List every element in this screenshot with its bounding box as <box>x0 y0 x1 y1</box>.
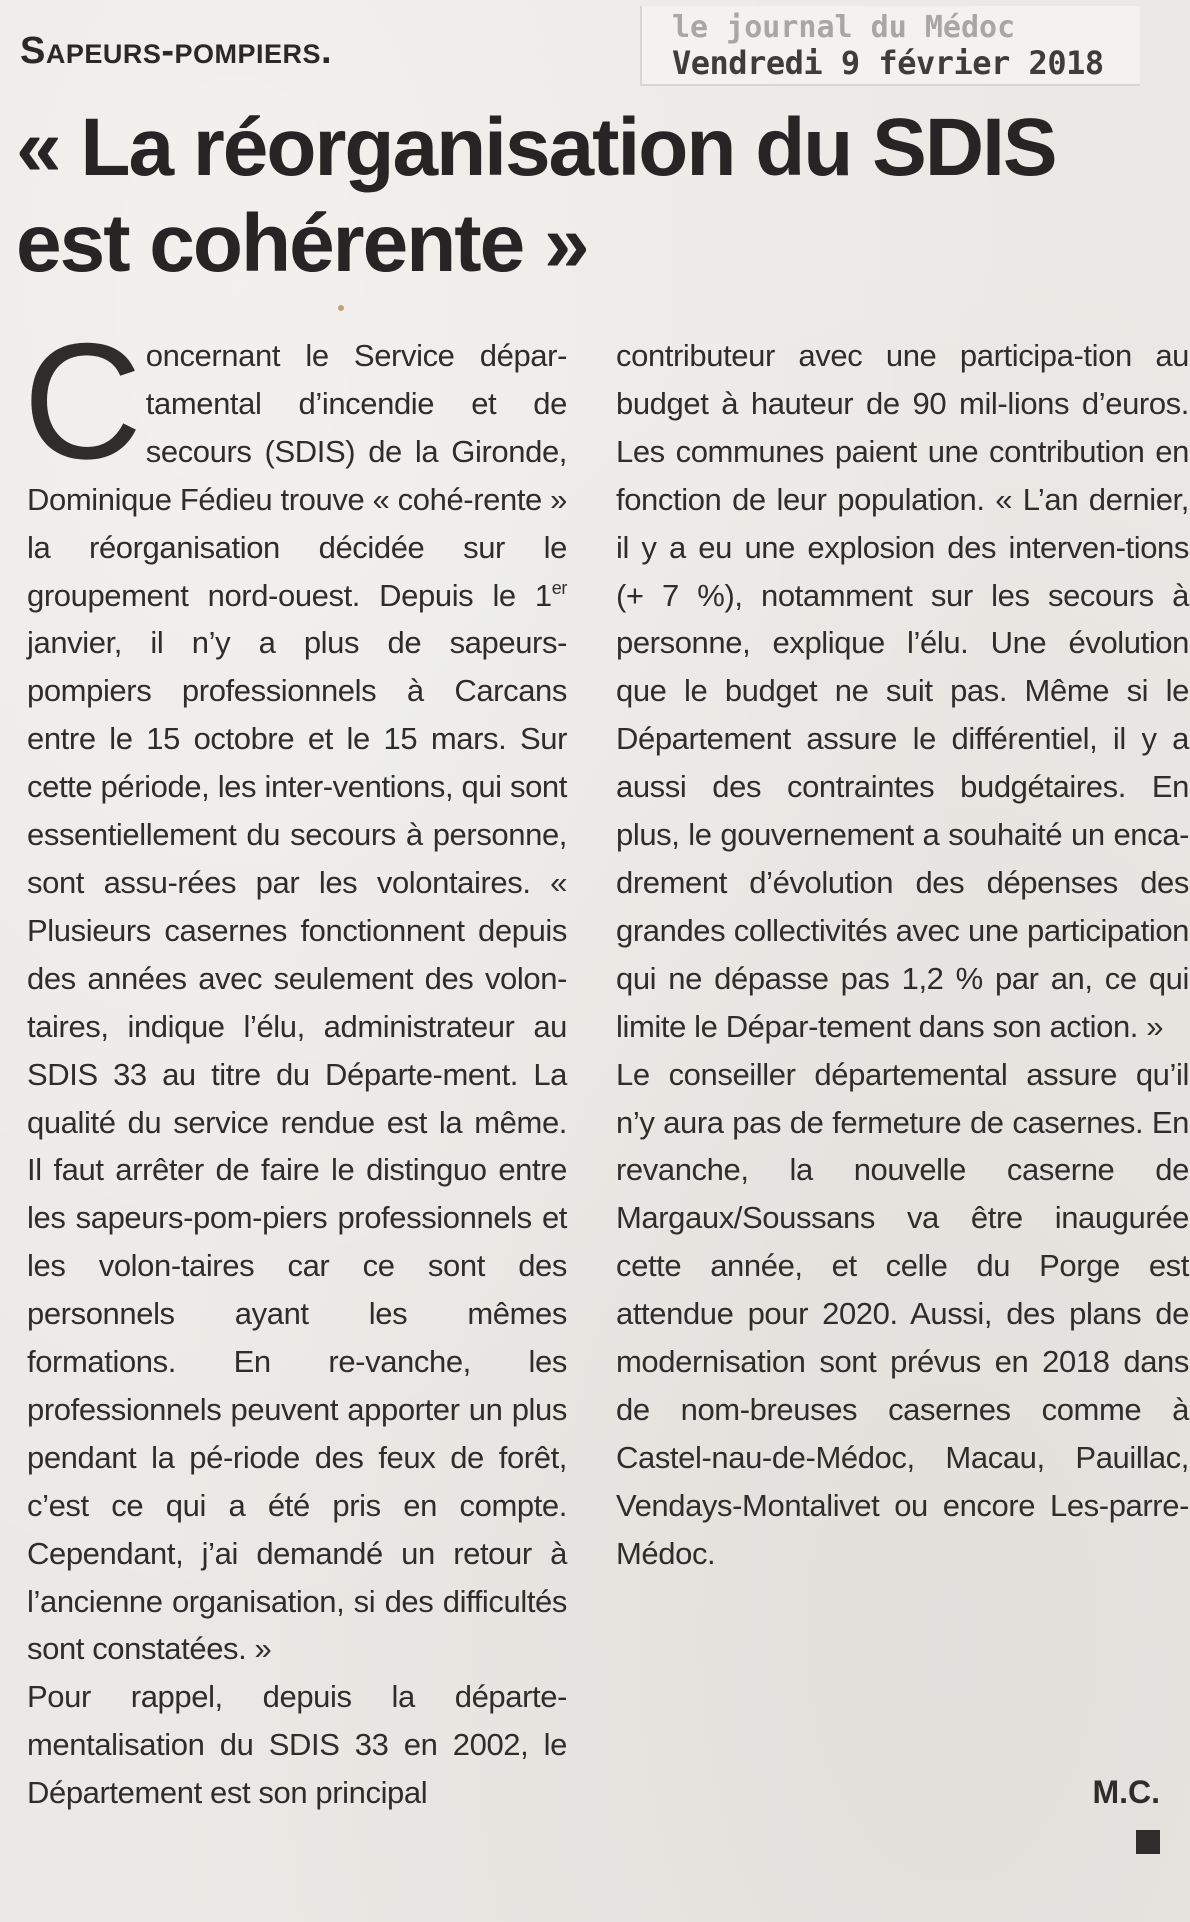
headline-line-1: « La réorganisation du SDIS <box>16 102 1056 193</box>
journal-name: le journal du Médoc <box>672 10 1016 45</box>
publication-date: Vendredi 9 février 2018 <box>672 44 1104 82</box>
article-body <box>23 309 1189 1912</box>
end-of-article-square <box>1136 1830 1160 1854</box>
paragraph-text: janvier, il n’y a plus de sapeurs-pompiers professionnels à Carcans entre le 15 octobre et le 15 mars. Sur cette période, les inter-ventions, qui sont essentiellement du secours à personne, sont assu-rées par les volontaires. « Plusieurs casernes fonctionnent depuis des années avec seulement des volon-taires, indique l’élu, administrateur au SDIS 33 au titre du Départe-ment. La qualité du service rendue est la même. Il faut arrêter de faire le distinguo entre les sapeurs-pom-piers professionnels et les volon-taires car ce sont des personnels ayant les mêmes formations. En re-vanche, les professionnels peuvent apporter un plus pendant la pé-riode des feux de forêt, c’est ce qui a été pris en compte. Cependant, j’ai demandé un retour à l’ancienne organisation, si des difficultés sont constatées. » <box>27 625 567 1667</box>
paragraph <box>23 309 567 1673</box>
paragraph: Le conseiller départemental assure qu’il n’y aura pas de fermeture de casernes. En revanche, la nouvelle caserne de Margaux/Soussans va être inaugurée cette année, et celle du Porge est attendue pour 2020. Aussi, des plans de modernisation sont prévus en 2018 dans de nom-breuses casernes comme à Castel-nau-de-Médoc, Macau, Pauillac, Vendays-Montalivet ou encore Les-parre-Médoc. <box>616 1056 1189 1571</box>
superscript: er <box>551 577 567 598</box>
paper-stain <box>338 305 344 311</box>
headline <box>16 100 1176 292</box>
column-left <box>23 309 567 1817</box>
paragraph-text: oncernant le Service dépar-tamental d’incendie et de secours (SDIS) de la Gironde, Dominique Fédieu trouve « cohé-rente » la réorganisation décidée sur le groupement nord-ouest. Depuis le 1 <box>27 338 567 613</box>
section-rubric: Sapeurs-pompiers. <box>20 30 333 72</box>
headline-line-2: est cohérente » <box>16 198 588 289</box>
paragraph: Pour rappel, depuis la départe-mentalisation du SDIS 33 en 2002, le Département est son principal <box>27 1679 567 1811</box>
author-signature: M.C. <box>1092 1774 1160 1810</box>
column-right <box>616 332 1189 1578</box>
drop-cap: C <box>23 309 142 493</box>
paragraph: contributeur avec une participa-tion au budget à hauteur de 90 mil-lions d’euros. Les communes paient une contribution en fonction de leur population. « L’an dernier, il y a eu une explosion des interven-tions (+ 7 %), notamment sur les secours à personne, explique l’élu. Une évolution que le budget ne suit pas. Même si le Département assure le différentiel, il y a aussi des contraintes budgétaires. En plus, le gouvernement a souhaité un enca-drement d’évolution des dépenses des grandes collectivités avec une participation qui ne dépasse pas 1,2 % par an, ce qui limite le Dépar-tement dans son action. » <box>616 338 1189 1044</box>
masthead <box>640 6 1140 86</box>
